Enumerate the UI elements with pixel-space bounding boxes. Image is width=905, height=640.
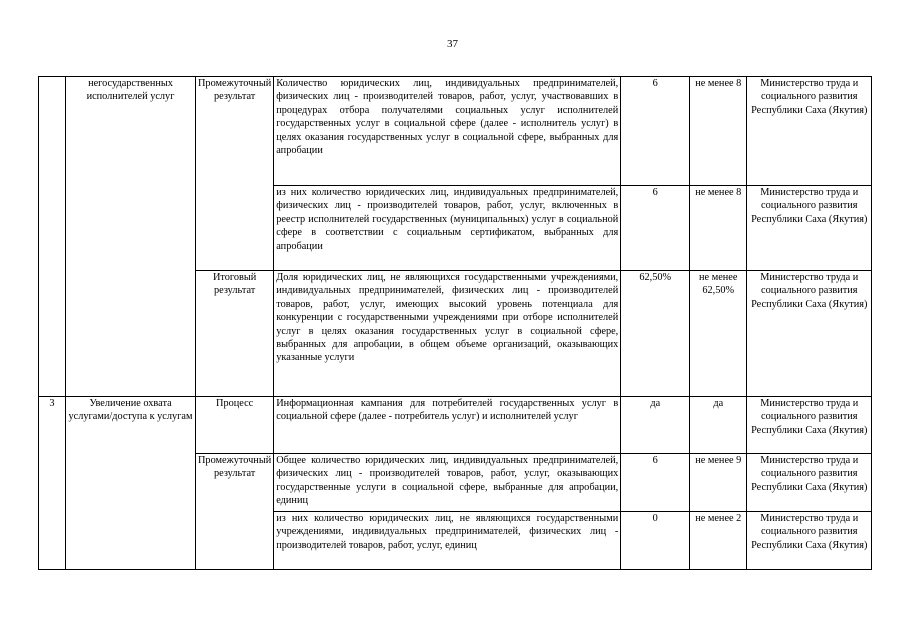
task-cell: Увеличение охвата услугами/доступа к услугам: [66, 397, 196, 570]
target-value-cell: не менее 9: [690, 454, 747, 512]
target-value-cell: не менее 8: [690, 77, 747, 186]
target-value-cell: не менее 8: [690, 186, 747, 271]
responsible-cell: Министерство труда и социального развития Республики Саха (Якутия): [747, 77, 872, 186]
target-value-cell: не менее 62,50%: [690, 271, 747, 397]
target-value-cell: не менее 2: [690, 512, 747, 570]
result-type-cell: Процесс: [196, 397, 274, 454]
base-value-cell: 62,50%: [621, 271, 690, 397]
table-row: [39, 77, 872, 186]
result-type-cell: Итоговый результат: [196, 271, 274, 397]
row-number: 3: [39, 397, 66, 570]
base-value-cell: 6: [621, 186, 690, 271]
result-type-cell: Промежуточный результат: [196, 77, 274, 271]
row-number: [39, 77, 66, 397]
indicator-cell: из них количество юридических лиц, не являющихся государственными учреждениями, индивидуальных предпринимателей, физических лиц - производителей товаров, работ, услуг, единиц: [274, 512, 621, 570]
result-type-cell: Промежуточный результат: [196, 454, 274, 570]
base-value-cell: 0: [621, 512, 690, 570]
target-value-cell: да: [690, 397, 747, 454]
page-number: 37: [447, 38, 458, 50]
indicator-cell: Доля юридических лиц, не являющихся государственными учреждениями, индивидуальных предпринимателей, физических лиц - производителей товаров, работ, услуг, имеющих высокий уровень потенциала для конкуренции с государственными учреждениями при отборе исполнителей услуг в целях оказания государственных услуг в социальной сфере, выбранных для апробации, в общем объеме организаций, оказывающих указанные услуги: [274, 271, 621, 397]
responsible-cell: Министерство труда и социального развития Республики Саха (Якутия): [747, 512, 872, 570]
indicator-cell: из них количество юридических лиц, индивидуальных предпринимателей, физических лиц - производителей товаров, работ, услуг, включенных в реестр исполнителей государственных (муниципальных) услуг в социальной сфере в соответствии с социальным сертификатом, выбранных для апробации: [274, 186, 621, 271]
base-value-cell: 6: [621, 454, 690, 512]
base-value-cell: 6: [621, 77, 690, 186]
responsible-cell: Министерство труда и социального развития Республики Саха (Якутия): [747, 397, 872, 454]
indicator-cell: Информационная кампания для потребителей государственных услуг в социальной сфере (далее - потребитель услуг) и исполнителей услуг: [274, 397, 621, 454]
table-row: [39, 397, 872, 454]
base-value-cell: да: [621, 397, 690, 454]
indicator-cell: Общее количество юридических лиц, индивидуальных предпринимателей, физических лиц - производителей товаров, работ, услуг, оказывающих государственные услуги в социальной сфере, выбранные для апробации, единиц: [274, 454, 621, 512]
task-cell: негосударственных исполнителей услуг: [66, 77, 196, 397]
indicators-table: [38, 76, 872, 570]
responsible-cell: Министерство труда и социального развития Республики Саха (Якутия): [747, 454, 872, 512]
responsible-cell: Министерство труда и социального развития Республики Саха (Якутия): [747, 186, 872, 271]
responsible-cell: Министерство труда и социального развития Республики Саха (Якутия): [747, 271, 872, 397]
indicator-cell: Количество юридических лиц, индивидуальных предпринимателей, физических лиц - производителей товаров, работ, услуг, участвовавших в процедурах отбора получателями социальных услуг исполнителей государственных услуг в социальной сфере (далее - исполнитель услуг) в целях оказания государственных услуг в социальной сфере, выбранных для апробации: [274, 77, 621, 186]
